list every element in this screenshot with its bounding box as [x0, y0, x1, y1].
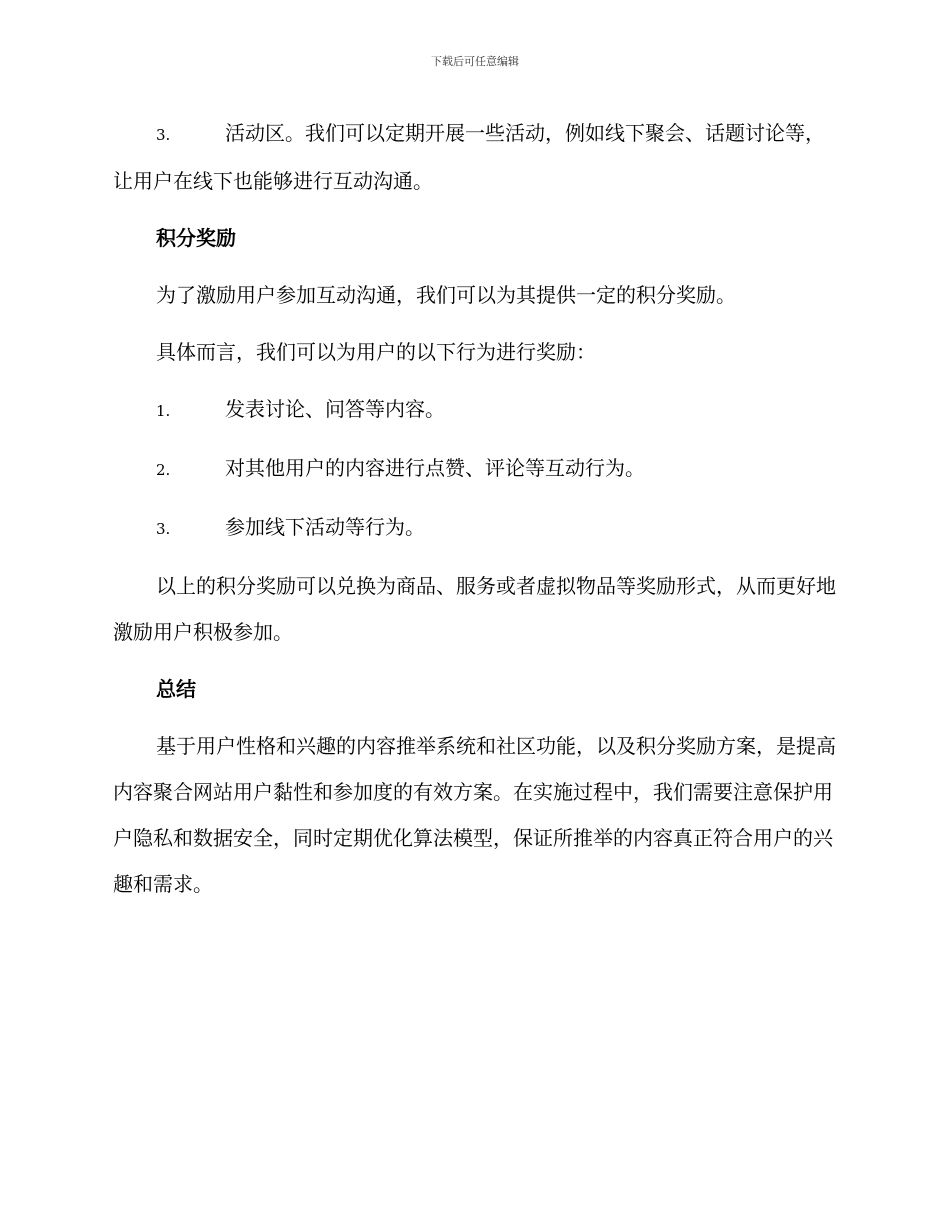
page-header: 下载后可任意编辑 — [431, 55, 519, 68]
list-item-text: 活动区。我们可以定期开展一些活动，例如线下聚会、话题讨论等，让用户在线下也能够进行互动沟通。 — [113, 121, 825, 193]
points-redeem-paragraph: 以上的积分奖励可以兑换为商品、服务或者虚拟物品等奖励形式，从而更好地激励用户积极参加。 — [113, 574, 836, 644]
reward-list-item — [156, 445, 838, 493]
list-item-number: 3. — [156, 126, 171, 144]
list-item-number: 2. — [156, 461, 171, 479]
list-item-text: 发表讨论、问答等内容。 — [225, 397, 445, 421]
activity-list-item — [113, 110, 838, 204]
summary-paragraph: 基于用户性格和兴趣的内容推举系统和社区功能，以及积分奖励方案，是提高内容聚合网站用户黏性和参加度的有效方案。在实施过程中，我们需要注意保护用户隐私和数据安全，同时定期优化算法模型，保证所推举的内容真正符合用户的兴趣和需求。 — [113, 734, 836, 896]
reward-list-item — [156, 504, 838, 552]
list-item-number: 1. — [156, 402, 171, 420]
reward-list-item — [156, 386, 838, 434]
document-body — [113, 110, 838, 918]
points-specific-paragraph: 具体而言，我们可以为用户的以下行为进行奖励： — [156, 340, 596, 364]
points-intro-paragraph: 为了激励用户参加互动沟通，我们可以为其提供一定的积分奖励。 — [156, 283, 736, 307]
section-heading-points: 积分奖励 — [156, 226, 236, 250]
list-item-text: 对其他用户的内容进行点赞、评论等互动行为。 — [225, 456, 645, 480]
section-heading-summary: 总结 — [156, 677, 196, 701]
list-item-number: 3. — [156, 520, 171, 538]
list-item-text: 参加线下活动等行为。 — [225, 515, 425, 539]
